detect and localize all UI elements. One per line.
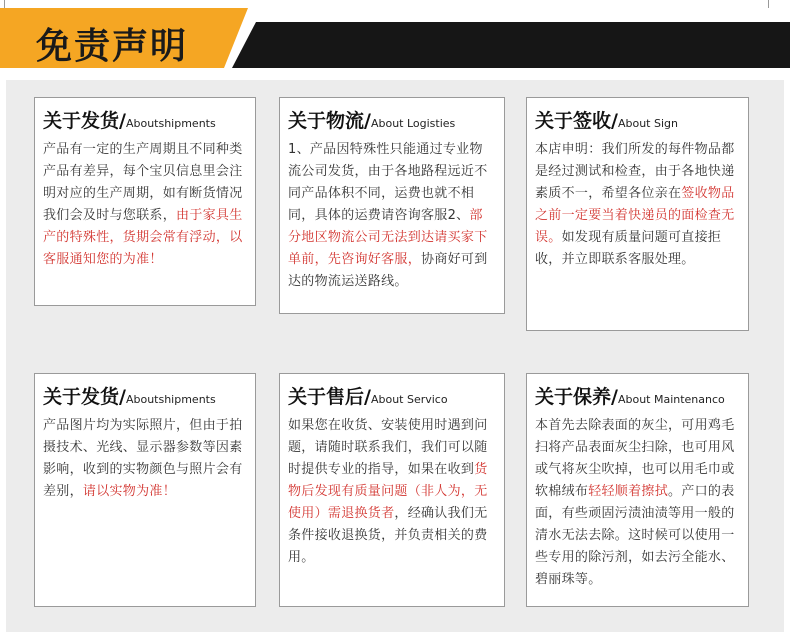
card-text: 本首先去除表面的灰尘，可用鸡毛扫将产品表面灰尘扫除，也可用风或气将灰尘吹掉，也可以用毛巾或软棉绒布 — [535, 418, 735, 499]
card-title-main: 关于售后/ — [288, 386, 371, 408]
card-logistics — [279, 97, 505, 314]
card-title — [535, 110, 740, 135]
card-title-subtitle: About Servico — [370, 393, 448, 406]
card-text-highlight: 由于家具生产的特殊性，货期会常有浮动，以客服通知您的为准！ — [43, 208, 243, 267]
card-body — [43, 139, 247, 271]
top-edge-line — [4, 0, 5, 8]
card-text: 本店申明：我们所发的每件物品都是经过测试和检查，由于各地快递素质不一，希望各位亲在 — [535, 142, 735, 201]
card-title-subtitle: About Logisties — [370, 117, 456, 130]
card-text: 协商好可到达的物流运送路线。 — [288, 252, 488, 289]
card-title-subtitle: About Maintenanco — [617, 393, 725, 406]
card-body — [288, 415, 496, 569]
banner-dark — [232, 22, 790, 68]
card-text-highlight: 签收物品之前一定要当着快递员的面检查无误。 — [535, 186, 735, 245]
card-title-subtitle: Aboutshipments — [125, 393, 216, 406]
card-body — [535, 415, 740, 591]
card-text: 。产口的表面，有些顽固污渍油渍等用一般的清水无法去除。这时候可以使用一些专用的除污剂，如去污全能水、碧丽珠等。 — [535, 484, 735, 587]
page-title: 免责声明 — [36, 26, 189, 67]
card-text-highlight: 部分地区物流公司无法到达请买家下单前，先咨询好客服， — [288, 208, 488, 267]
card-text: 如果您在收货、安装使用时遇到问题，请随时联系我们，我们可以随时提供专业的指导，如果在收到 — [288, 418, 488, 477]
card-title — [43, 386, 247, 411]
card-body — [43, 415, 247, 503]
card-title — [535, 386, 740, 411]
card-text-highlight: 请以实物为准！ — [82, 484, 177, 499]
card-text: 产品图片均为实际照片，但由于拍摄技术、光线、显示器参数等因素影响，收到的实物颜色与照片会有差别， — [43, 418, 243, 499]
card-body — [288, 139, 496, 293]
card-title-main: 关于发货/ — [43, 386, 126, 408]
card-title — [43, 110, 247, 135]
card-sign — [526, 97, 749, 331]
card-maintenance — [526, 373, 749, 607]
card-after-sales — [279, 373, 505, 607]
card-text: 1、产品因特殊性只能通过专业物流公司发货，由于各地路程远近不同产品体积不同，运费也就不相同，具体的运费请咨询客服 — [288, 142, 488, 223]
card-text-highlight: 货物后发现有质量问题（非人为，无使用）需退换货者 — [288, 462, 488, 521]
card-title-main: 关于物流/ — [288, 110, 371, 132]
card-title — [288, 386, 496, 411]
card-title-subtitle: About Sign — [617, 117, 678, 130]
card-body — [535, 139, 740, 271]
card-title-subtitle: Aboutshipments — [125, 117, 216, 130]
card-text: 产品有一定的生产周期且不同种类产品有差异，每个宝贝信息里会注明对应的生产周期，如有断货情况我们会及时与您联系， — [43, 142, 243, 223]
card-shipping — [34, 97, 256, 306]
top-edge-line — [768, 0, 769, 8]
card-title-main: 关于保养/ — [535, 386, 618, 408]
card-text: 2、 — [447, 208, 470, 223]
card-shipping-photos — [34, 373, 256, 607]
card-title — [288, 110, 496, 135]
card-text-highlight: 轻轻顺着擦拭 — [588, 484, 669, 499]
card-text: 如发现有质量问题可直接拒收，并立即联系客服处理。 — [535, 230, 722, 267]
card-title-main: 关于发货/ — [43, 110, 126, 132]
notice-panel — [6, 80, 784, 632]
card-text: ，经确认我们无条件接收退换货，并负责相关的费用。 — [288, 506, 488, 565]
header-banner — [0, 8, 790, 68]
card-title-main: 关于签收/ — [535, 110, 618, 132]
